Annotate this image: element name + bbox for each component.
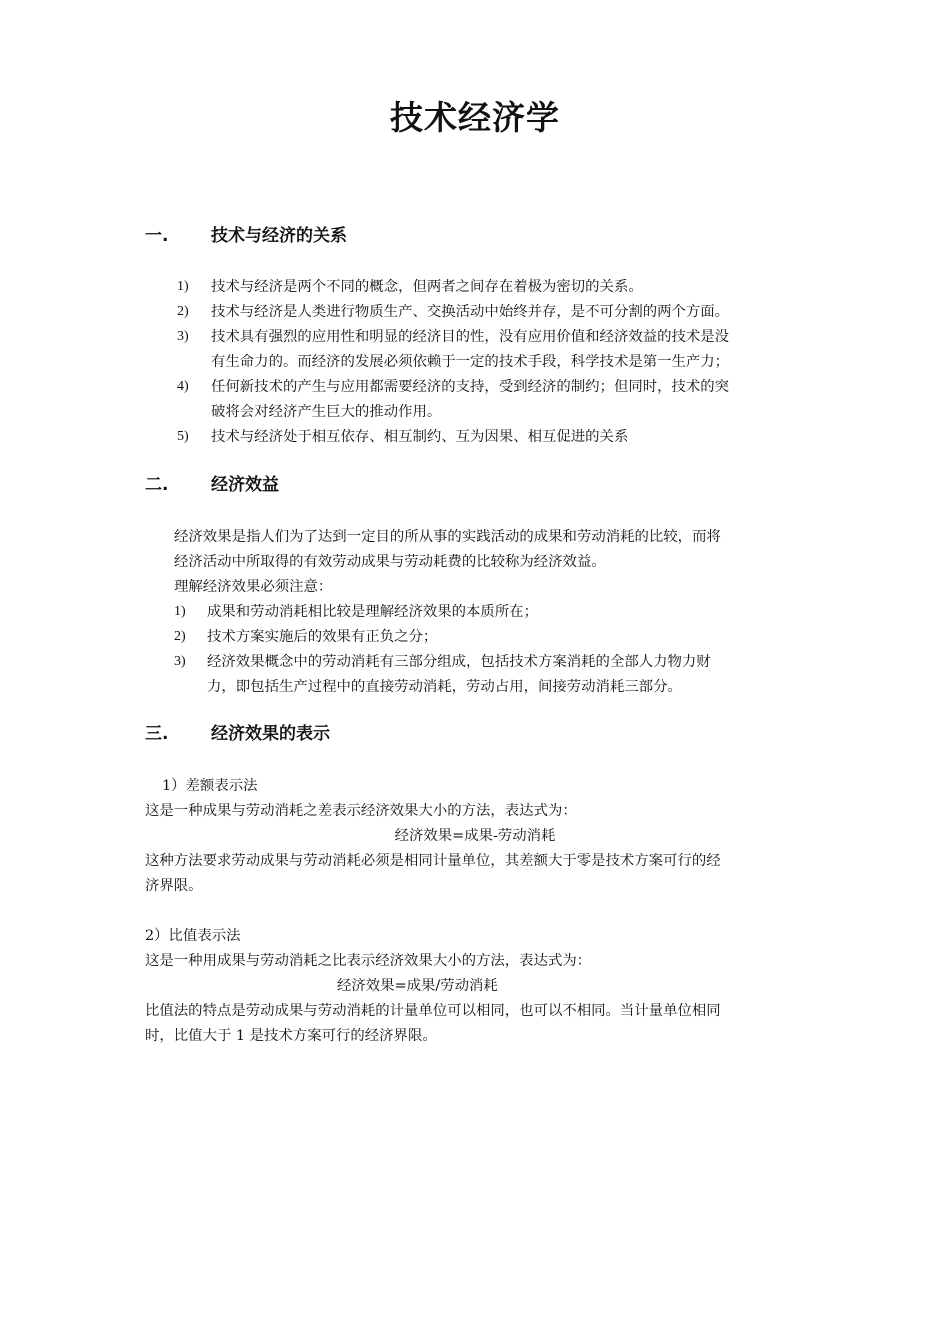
list-item-text: 有生命力的。而经济的发展必须依赖于一定的技术手段，科学技术是第一生产力； [211,354,730,370]
list-item-number: 1) [174,604,186,619]
formula: 经济效果=成果/劳动消耗 [337,978,498,994]
method-intro: 这是一种用成果与劳动消耗之比表示经济效果大小的方法，表达式为： [145,953,592,969]
paragraph-line: 经济活动中所取得的有效劳动成果与劳动耗费的比较称为经济效益。 [174,554,606,570]
list-item-text: 技术与经济处于相互依存、相互制约、互为因果、相互促进的关系 [211,429,629,445]
method-label: 2）比值表示法 [145,928,241,944]
formula: 经济效果=成果-劳动消耗 [394,828,556,844]
list-item-number: 5) [177,429,189,444]
page-title: 技术经济学 [390,98,560,137]
list-item-text: 任何新技术的产生与应用都需要经济的支持，受到经济的制约；但同时，技术的突 [211,379,730,395]
list-item-number: 1) [177,279,189,294]
section-number: 二. [145,475,169,495]
method-desc: 济界限。 [145,878,203,894]
method-desc: 这种方法要求劳动成果与劳动消耗必须是相同计量单位，其差额大于零是技术方案可行的经 [145,853,721,869]
section-heading-2 [145,472,279,498]
list-item-number: 3) [177,329,189,344]
method-label: 1）差额表示法 [162,778,258,794]
list-item-text: 技术具有强烈的应用性和明显的经济目的性，没有应用价值和经济效益的技术是没 [211,329,730,345]
list-item-number: 2) [174,629,186,644]
list-item-number: 2) [177,304,189,319]
section-title: 经济效益 [211,475,279,495]
list-item-text: 成果和劳动消耗相比较是理解经济效果的本质所在； [207,604,538,620]
section-number: 三. [145,724,169,744]
section-heading-1 [145,223,347,249]
paragraph-line: 经济效果是指人们为了达到一定目的所从事的实践活动的成果和劳动消耗的比较，而将 [174,529,721,545]
method-desc: 比值法的特点是劳动成果与劳动消耗的计量单位可以相同，也可以不相同。当计量单位相同 [145,1003,721,1019]
list-item-number: 4) [177,379,189,394]
section-title: 经济效果的表示 [211,724,330,744]
list-item-text: 技术方案实施后的效果有正负之分； [207,629,438,645]
list-item-text: 经济效果概念中的劳动消耗有三部分组成，包括技术方案消耗的全部人力物力财 [207,654,711,670]
list-item-text: 力，即包括生产过程中的直接劳动消耗，劳动占用，间接劳动消耗三部分。 [207,679,682,695]
list-item-text: 破将会对经济产生巨大的推动作用。 [211,404,442,420]
paragraph-line: 理解经济效果必须注意： [174,579,333,595]
list-item-number: 3) [174,654,186,669]
list-item-text: 技术与经济是人类进行物质生产、交换活动中始终并存，是不可分割的两个方面。 [211,304,730,320]
section-heading-3 [145,721,330,747]
section-number: 一. [145,226,169,246]
section-title: 技术与经济的关系 [211,226,347,246]
list-item-text: 技术与经济是两个不同的概念，但两者之间存在着极为密切的关系。 [211,279,643,295]
method-desc: 时，比值大于 1 是技术方案可行的经济界限。 [145,1028,437,1044]
method-intro: 这是一种成果与劳动消耗之差表示经济效果大小的方法，表达式为： [145,803,577,819]
